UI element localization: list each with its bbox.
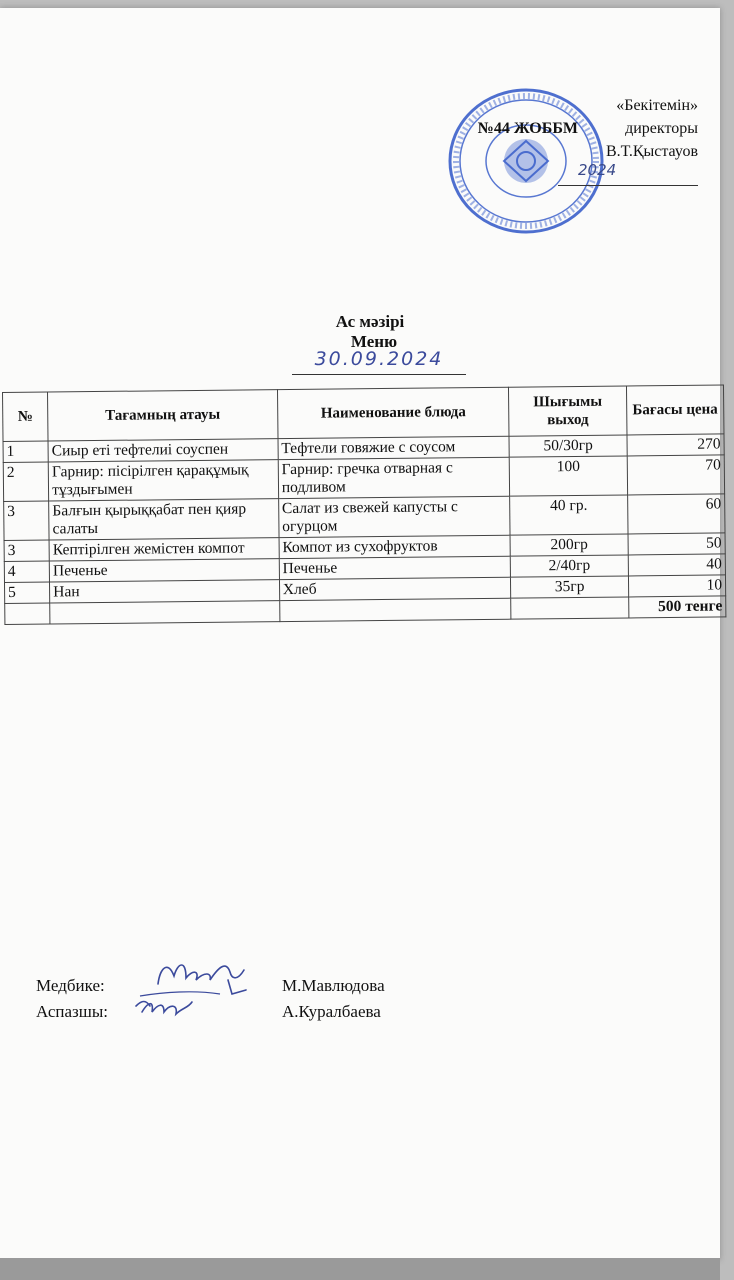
total-price: 500 тенге [628,596,726,618]
director-name: В.Т.Қыстауов [606,143,698,160]
dish-price: 60 [627,494,725,534]
handwritten-signatures [134,950,264,1030]
dish-price: 10 [628,575,726,597]
dish-name-kz: Гарнир: пісірілген қарақұмық тұздығымен [48,460,278,501]
document-sheet [0,8,720,1260]
header-name-ru: Наименование блюда [277,387,509,438]
empty-cell [279,598,511,621]
row-number: 4 [4,561,49,582]
title-ru: Меню [350,332,398,351]
empty-cell [511,597,629,619]
empty-cell [50,601,280,624]
approval-block [477,94,698,186]
dish-name-kz: Нан [50,580,280,603]
menu-date: 30.09.2024 [292,348,466,375]
approval-year: 2024 [578,161,617,179]
school-number: №44 ЖОББМ [477,120,578,137]
dish-price: 40 [628,554,726,576]
dish-name-ru: Тефтели говяжие с соусом [278,436,510,459]
row-number: 2 [3,462,49,501]
dish-name-ru: Печенье [279,556,511,579]
dish-name-kz: Балғын қырыққабат пен қияр салаты [49,499,279,540]
dish-name-ru: Салат из свежей капусты с огурцом [278,496,510,537]
dish-price: 270 [627,434,725,456]
dish-output: 100 [510,456,628,496]
approval-role: директоры [625,120,698,137]
dish-name-kz: Печенье [49,559,279,582]
dish-output: 35гр [511,576,629,598]
dish-name-kz: Сиыр еті тефтелиі соуспен [48,439,278,462]
header-number: № [3,392,49,441]
background-surface [0,1258,720,1280]
nurse-name: М.Мавлюдова [282,976,385,995]
dish-output: 40 гр. [510,495,628,535]
dish-name-ru: Хлеб [279,577,511,600]
menu-table [2,384,726,625]
dish-price: 50 [628,533,726,555]
dish-name-ru: Компот из сухофруктов [279,535,511,558]
row-number: 5 [4,582,49,603]
page-title [0,312,720,352]
approval-heading: «Бекітемін» [616,97,698,114]
row-number: 1 [3,441,48,462]
cook-name: А.Куралбаева [282,1002,381,1021]
dish-output: 200гр [510,534,628,556]
table-header-row [3,385,724,442]
title-kz: Ас мәзірі [335,312,405,331]
dish-output: 50/30гр [509,435,627,457]
approval-date-line [558,163,698,186]
dish-name-ru: Гарнир: гречка отварная с подливом [278,457,510,498]
cook-role: Аспазшы: [36,1002,108,1021]
dish-name-kz: Кептірілген жемістен компот [49,538,279,561]
row-number: 3 [4,501,50,540]
empty-cell [5,603,50,624]
nurse-role: Медбике: [36,976,105,995]
row-number: 3 [4,540,49,561]
header-output: Шығымы выход [509,386,627,436]
header-price: Бағасы цена [626,385,724,435]
dish-output: 2/40гр [511,555,629,577]
header-name-kz: Тағамның атауы [48,390,278,441]
dish-price: 70 [627,455,725,495]
